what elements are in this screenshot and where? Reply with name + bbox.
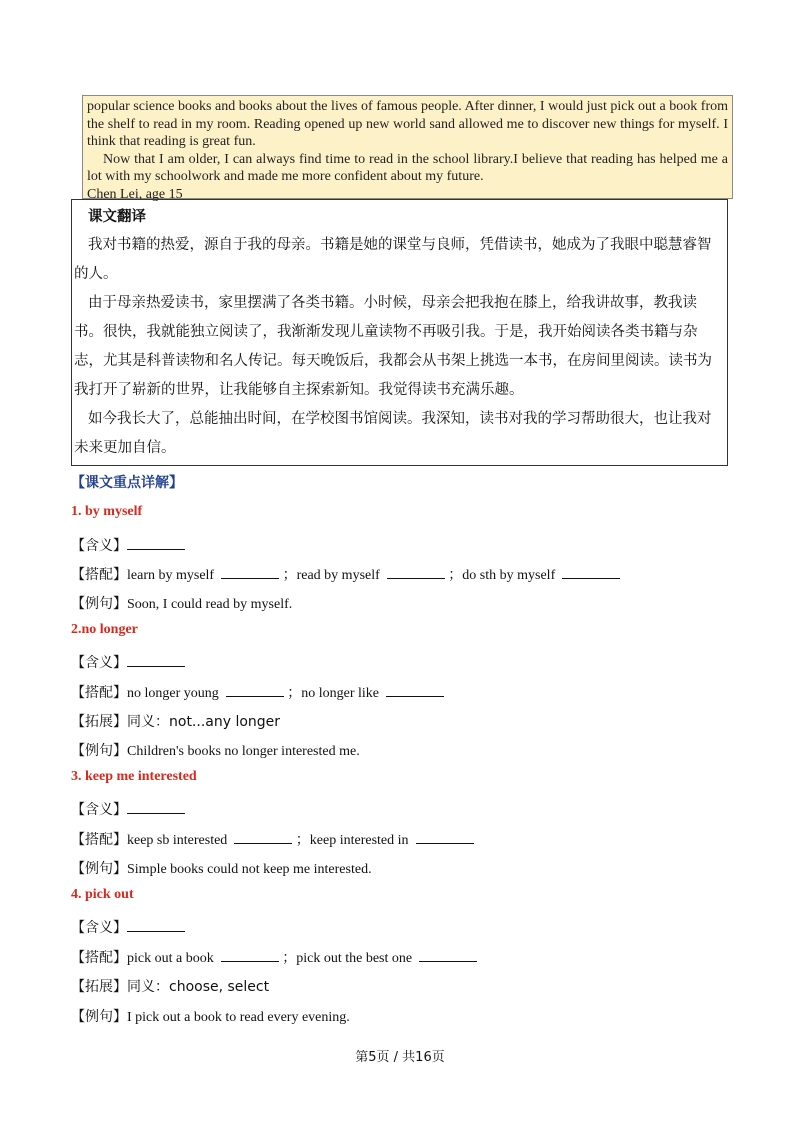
example-sentence: Children's books no longer interested me.	[127, 744, 360, 759]
meaning-label: 【含义】	[71, 802, 127, 818]
answer-blank[interactable]	[234, 831, 292, 844]
translation-box	[71, 199, 728, 466]
collocation-phrase: pick out the best one	[296, 951, 413, 966]
answer-blank[interactable]	[221, 949, 279, 962]
collocation-phrase: keep interested in	[309, 833, 409, 848]
example-sentence: Simple books could not keep me interested.	[127, 862, 372, 877]
extension-text: 同义：choose, select	[127, 979, 270, 995]
example-sentence: I pick out a book to read every evening.	[127, 1010, 350, 1025]
collocation-phrase: do sth by myself	[462, 568, 556, 583]
collocation-line	[71, 564, 620, 584]
answer-blank[interactable]	[221, 566, 279, 579]
extension-label: 【拓展】	[71, 714, 127, 730]
collocation-phrase: keep sb interested	[127, 833, 228, 848]
separator: ；	[287, 685, 302, 701]
section-title: 【课文重点详解】	[71, 475, 183, 491]
english-passage-box	[82, 95, 733, 202]
translation-paragraph: 我对书籍的热爱，源自于我的母亲。书籍是她的课堂与良师，凭借读书，她成为了我眼中聪慧睿智的人。	[74, 237, 712, 282]
collocation-phrase: read by myself	[296, 568, 380, 583]
item-title: 1. by myself	[71, 504, 143, 519]
meaning-label: 【含义】	[71, 655, 127, 671]
meaning-line	[71, 917, 185, 937]
answer-blank[interactable]	[127, 654, 185, 667]
translation-paragraph: 如今我长大了，总能抽出时间，在学校图书馆阅读。我深知，读书对我的学习帮助很大，也让我对未来更加自信。	[74, 411, 712, 456]
collocation-phrase: learn by myself	[127, 568, 215, 583]
example-line	[71, 1006, 350, 1026]
separator: ；	[282, 567, 297, 583]
collocation-phrase: pick out a book	[127, 951, 214, 966]
collocation-label: 【搭配】	[71, 685, 127, 701]
meaning-line	[71, 535, 185, 555]
page-footer: 第5页 / 共16页	[355, 1050, 445, 1065]
separator: ；	[448, 567, 463, 583]
example-label: 【例句】	[71, 1009, 127, 1025]
collocation-phrase: no longer young	[127, 686, 219, 701]
extension-label: 【拓展】	[71, 979, 127, 995]
example-sentence: Soon, I could read by myself.	[127, 597, 293, 612]
example-line	[71, 740, 360, 760]
translation-paragraph: 由于母亲热爱读书，家里摆满了各类书籍。小时候，母亲会把我抱在膝上，给我讲故事，教我读书。很快，我就能独立阅读了，我渐渐发现儿童读物不再吸引我。于是，我开始阅读各类书籍与杂志，尤其是科普读物和名人传记。每天晚饭后，我都会从书架上挑选一本书，在房间里阅读。读书为我打开了崭新的世界，让我能够自主探索新知。我觉得读书充满乐趣。	[74, 295, 712, 398]
extension-line	[71, 711, 280, 731]
collocation-line	[71, 682, 444, 702]
answer-blank[interactable]	[419, 949, 477, 962]
collocation-label: 【搭配】	[71, 567, 127, 583]
extension-line	[71, 976, 269, 996]
answer-blank[interactable]	[127, 801, 185, 814]
extension-text: 同义：not...any longer	[127, 714, 281, 730]
item-title: 4. pick out	[71, 887, 134, 902]
meaning-label: 【含义】	[71, 920, 127, 936]
answer-blank[interactable]	[562, 566, 620, 579]
example-label: 【例句】	[71, 743, 127, 759]
collocation-line	[71, 829, 474, 849]
item-title: 3. keep me interested	[71, 769, 197, 784]
answer-blank[interactable]	[387, 566, 445, 579]
example-line	[71, 858, 372, 878]
english-paragraph: popular science books and books about the lives of famous people. After dinner, I would just pick out a book from the shelf to read in my room. Reading opened up new world sand allowed me to discover new things for myself. I think that reading is great fun.	[87, 99, 728, 149]
answer-blank[interactable]	[127, 537, 185, 550]
example-label: 【例句】	[71, 596, 127, 612]
example-line	[71, 593, 292, 613]
meaning-line	[71, 652, 185, 672]
author-signature: Chen Lei, age 15	[87, 186, 183, 202]
answer-blank[interactable]	[386, 684, 444, 697]
collocation-label: 【搭配】	[71, 832, 127, 848]
collocation-label: 【搭配】	[71, 950, 127, 966]
meaning-label: 【含义】	[71, 538, 127, 554]
answer-blank[interactable]	[416, 831, 474, 844]
collocation-phrase: no longer like	[301, 686, 380, 701]
item-title: 2.no longer	[71, 622, 138, 637]
english-paragraph: Now that I am older, I can always find time to read in the school library.I believe that reading has helped me a lot with my schoolwork and made me more confident about my future.	[87, 151, 728, 184]
answer-blank[interactable]	[226, 684, 284, 697]
answer-blank[interactable]	[127, 919, 185, 932]
separator: ；	[295, 832, 310, 848]
meaning-line	[71, 799, 185, 819]
translation-heading: 课文翻译	[88, 209, 146, 225]
collocation-line	[71, 947, 477, 967]
separator: ；	[282, 950, 297, 966]
example-label: 【例句】	[71, 861, 127, 877]
